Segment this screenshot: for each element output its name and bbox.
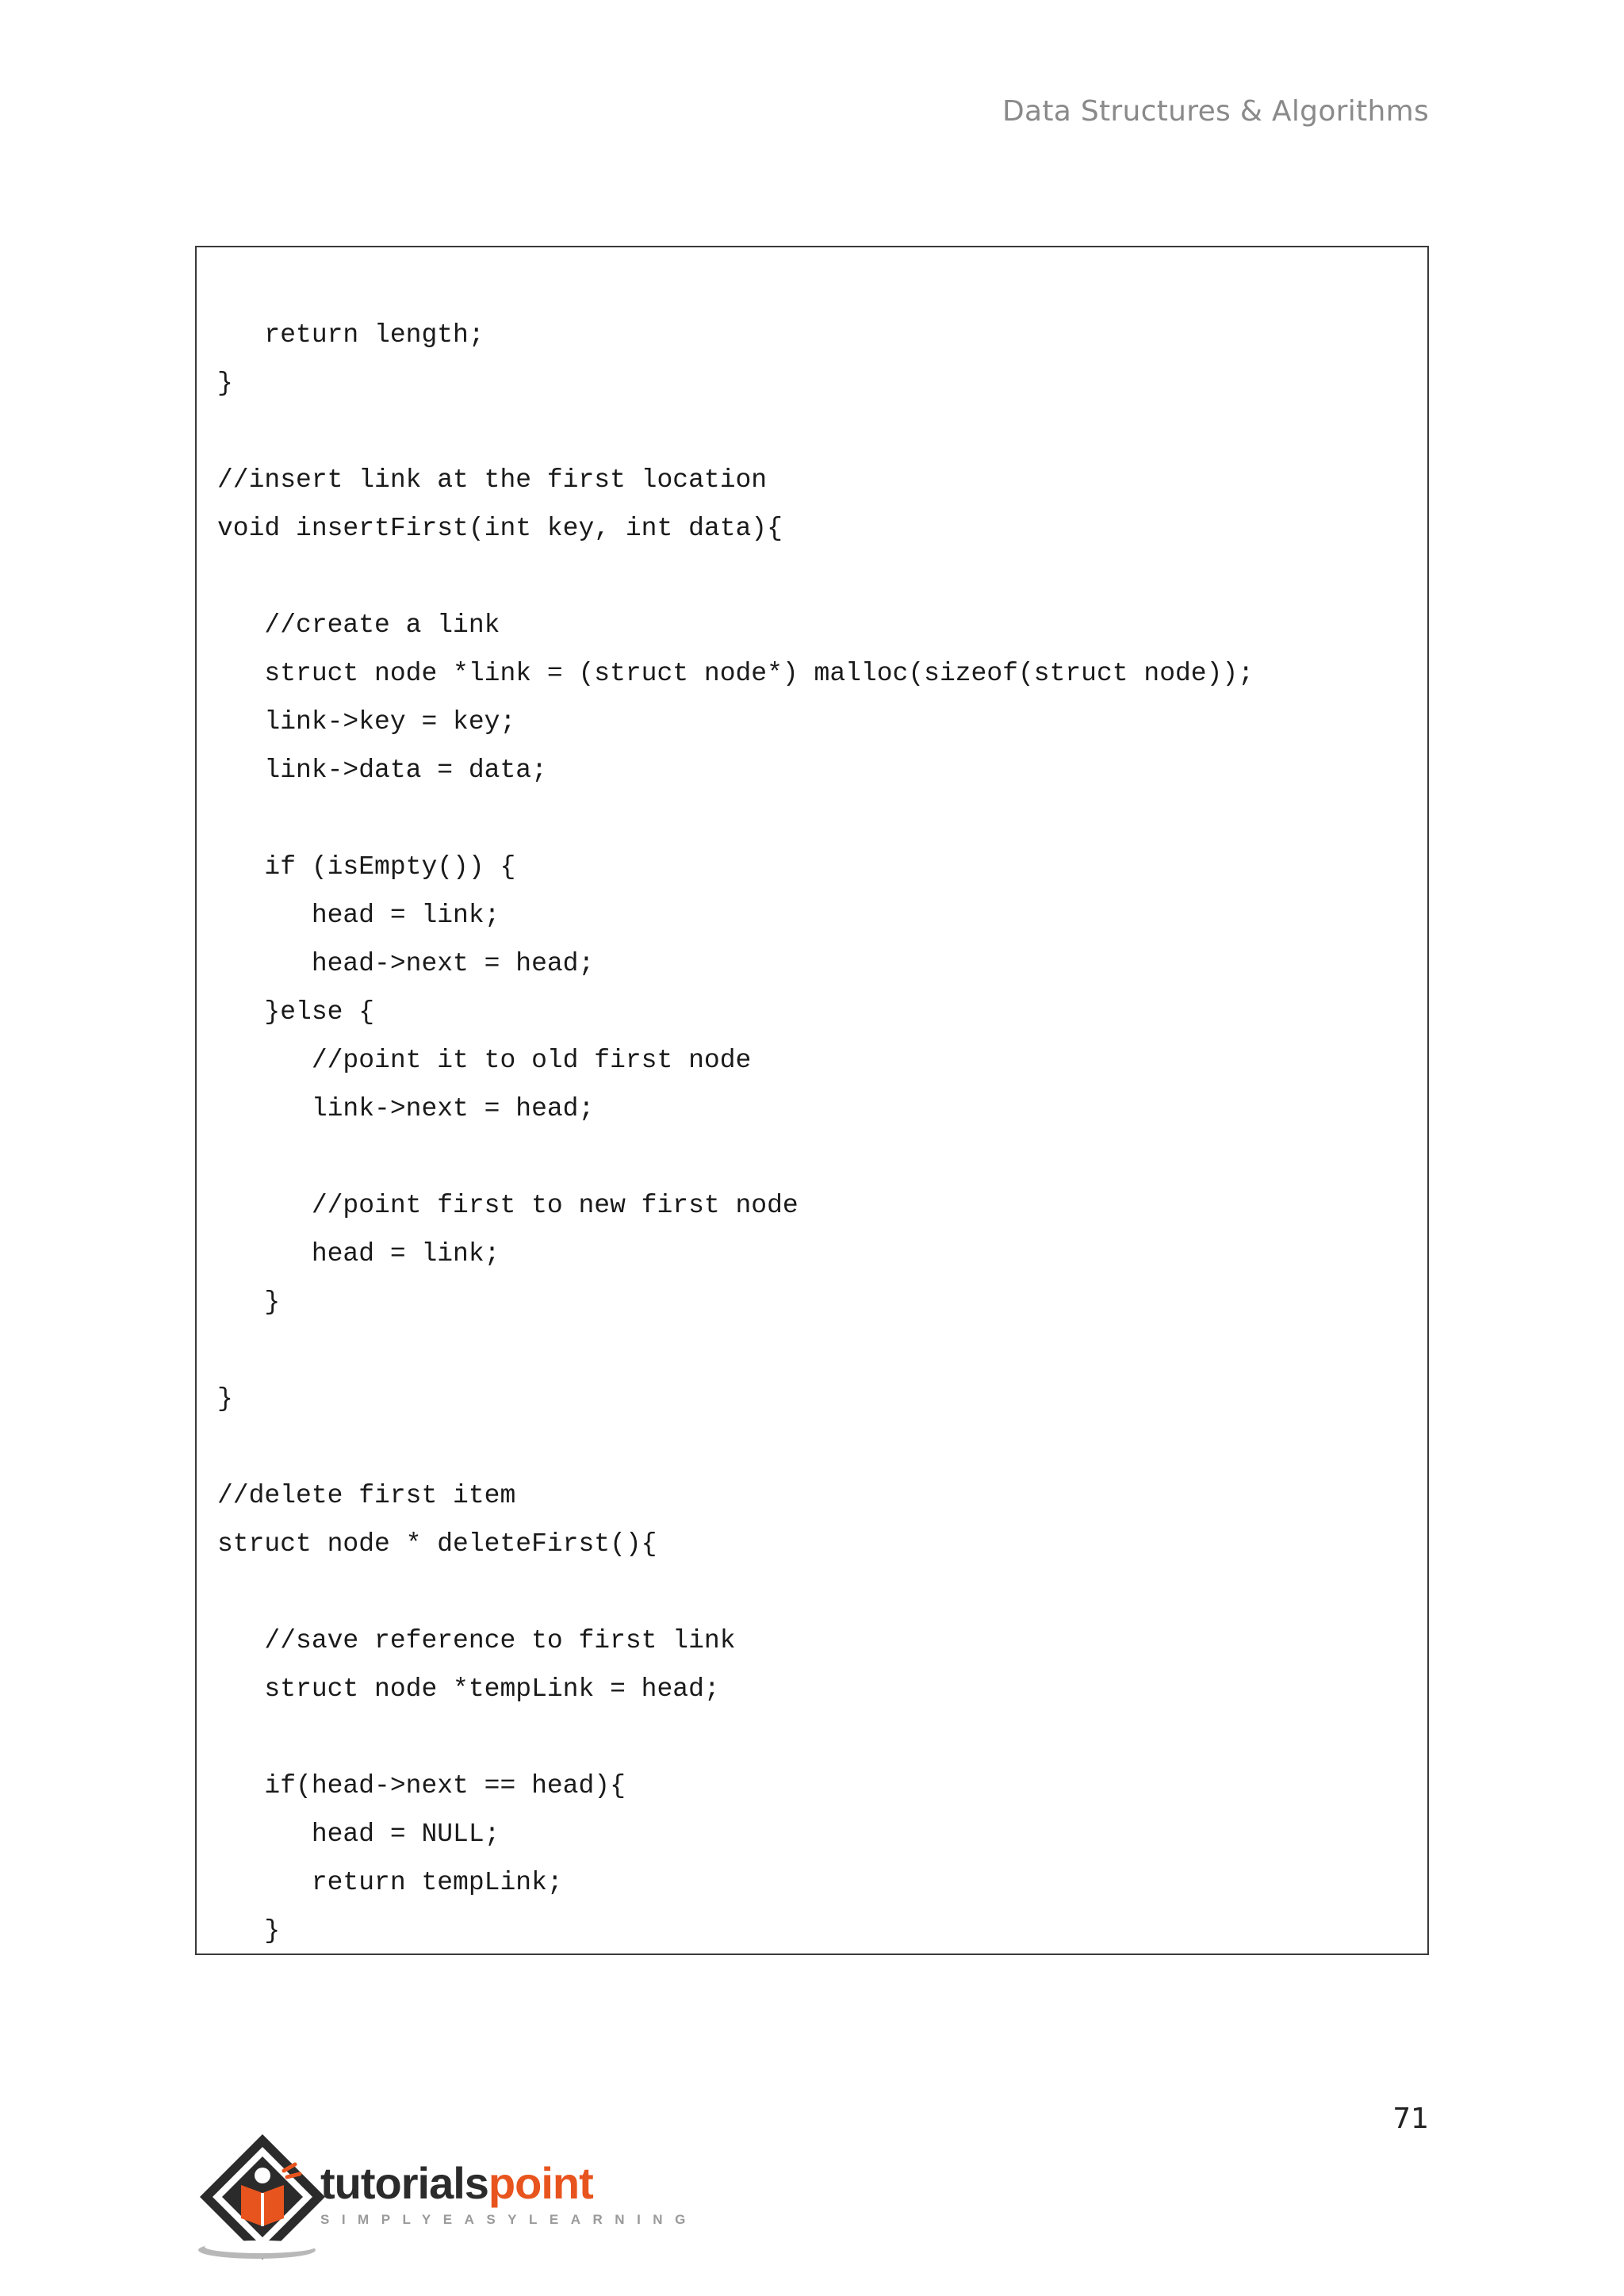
code-line: }else { [217,997,375,1027]
code-line: //point first to new first node [217,1191,799,1220]
logo-word-tutorials: tutorials [320,2158,488,2208]
code-line [217,1133,1254,1181]
tutorialspoint-logo [195,2130,698,2264]
code-line [217,1326,1254,1375]
code-line: head = NULL; [217,1820,500,1849]
code-line: struct node *tempLink = head; [217,1674,720,1704]
code-line: } [217,1384,233,1414]
code-line: //save reference to first link [217,1626,736,1655]
code-line [217,408,1254,456]
code-line: if (isEmpty()) { [217,852,516,882]
code-line: return tempLink; [217,1868,563,1897]
code-line: if(head->next == head){ [217,1771,626,1800]
code-line: head = link; [217,901,500,930]
logo-word-point: point [488,2158,593,2208]
page-header-title: Data Structures & Algorithms [1002,95,1429,128]
code-line: } [217,1288,281,1317]
code-line: //point it to old first node [217,1046,752,1075]
code-line: head->next = head; [217,949,595,978]
code-line: //insert link at the first location [217,465,768,495]
code-line: } [217,1916,281,1946]
code-line: link->data = data; [217,756,547,785]
code-line [217,553,1254,601]
code-lines [217,311,1254,1955]
code-line: head = link; [217,1239,500,1269]
code-line: return length; [217,320,485,350]
code-line [217,1423,1254,1471]
code-line: struct node * deleteFirst(){ [217,1529,657,1559]
page-number: 71 [1392,2103,1429,2135]
code-line [217,1713,1254,1762]
code-line: link->next = head; [217,1094,595,1123]
logo-tagline: SIMPLYEASYLEARNING [320,2212,698,2227]
code-line [217,1568,1254,1617]
code-line [217,794,1254,843]
logo-swoosh-icon [195,2239,330,2264]
code-line: //delete first item [217,1481,516,1510]
code-line: void insertFirst(int key, int data){ [217,514,783,543]
code-line: //create a link [217,610,500,640]
logo-wordmark [320,2160,593,2207]
code-line: struct node *link = (struct node*) malloc(sizeof(struct node)); [217,659,1254,688]
code-line: link->key = key; [217,707,516,737]
code-block [195,246,1429,1955]
code-line: } [217,369,233,398]
